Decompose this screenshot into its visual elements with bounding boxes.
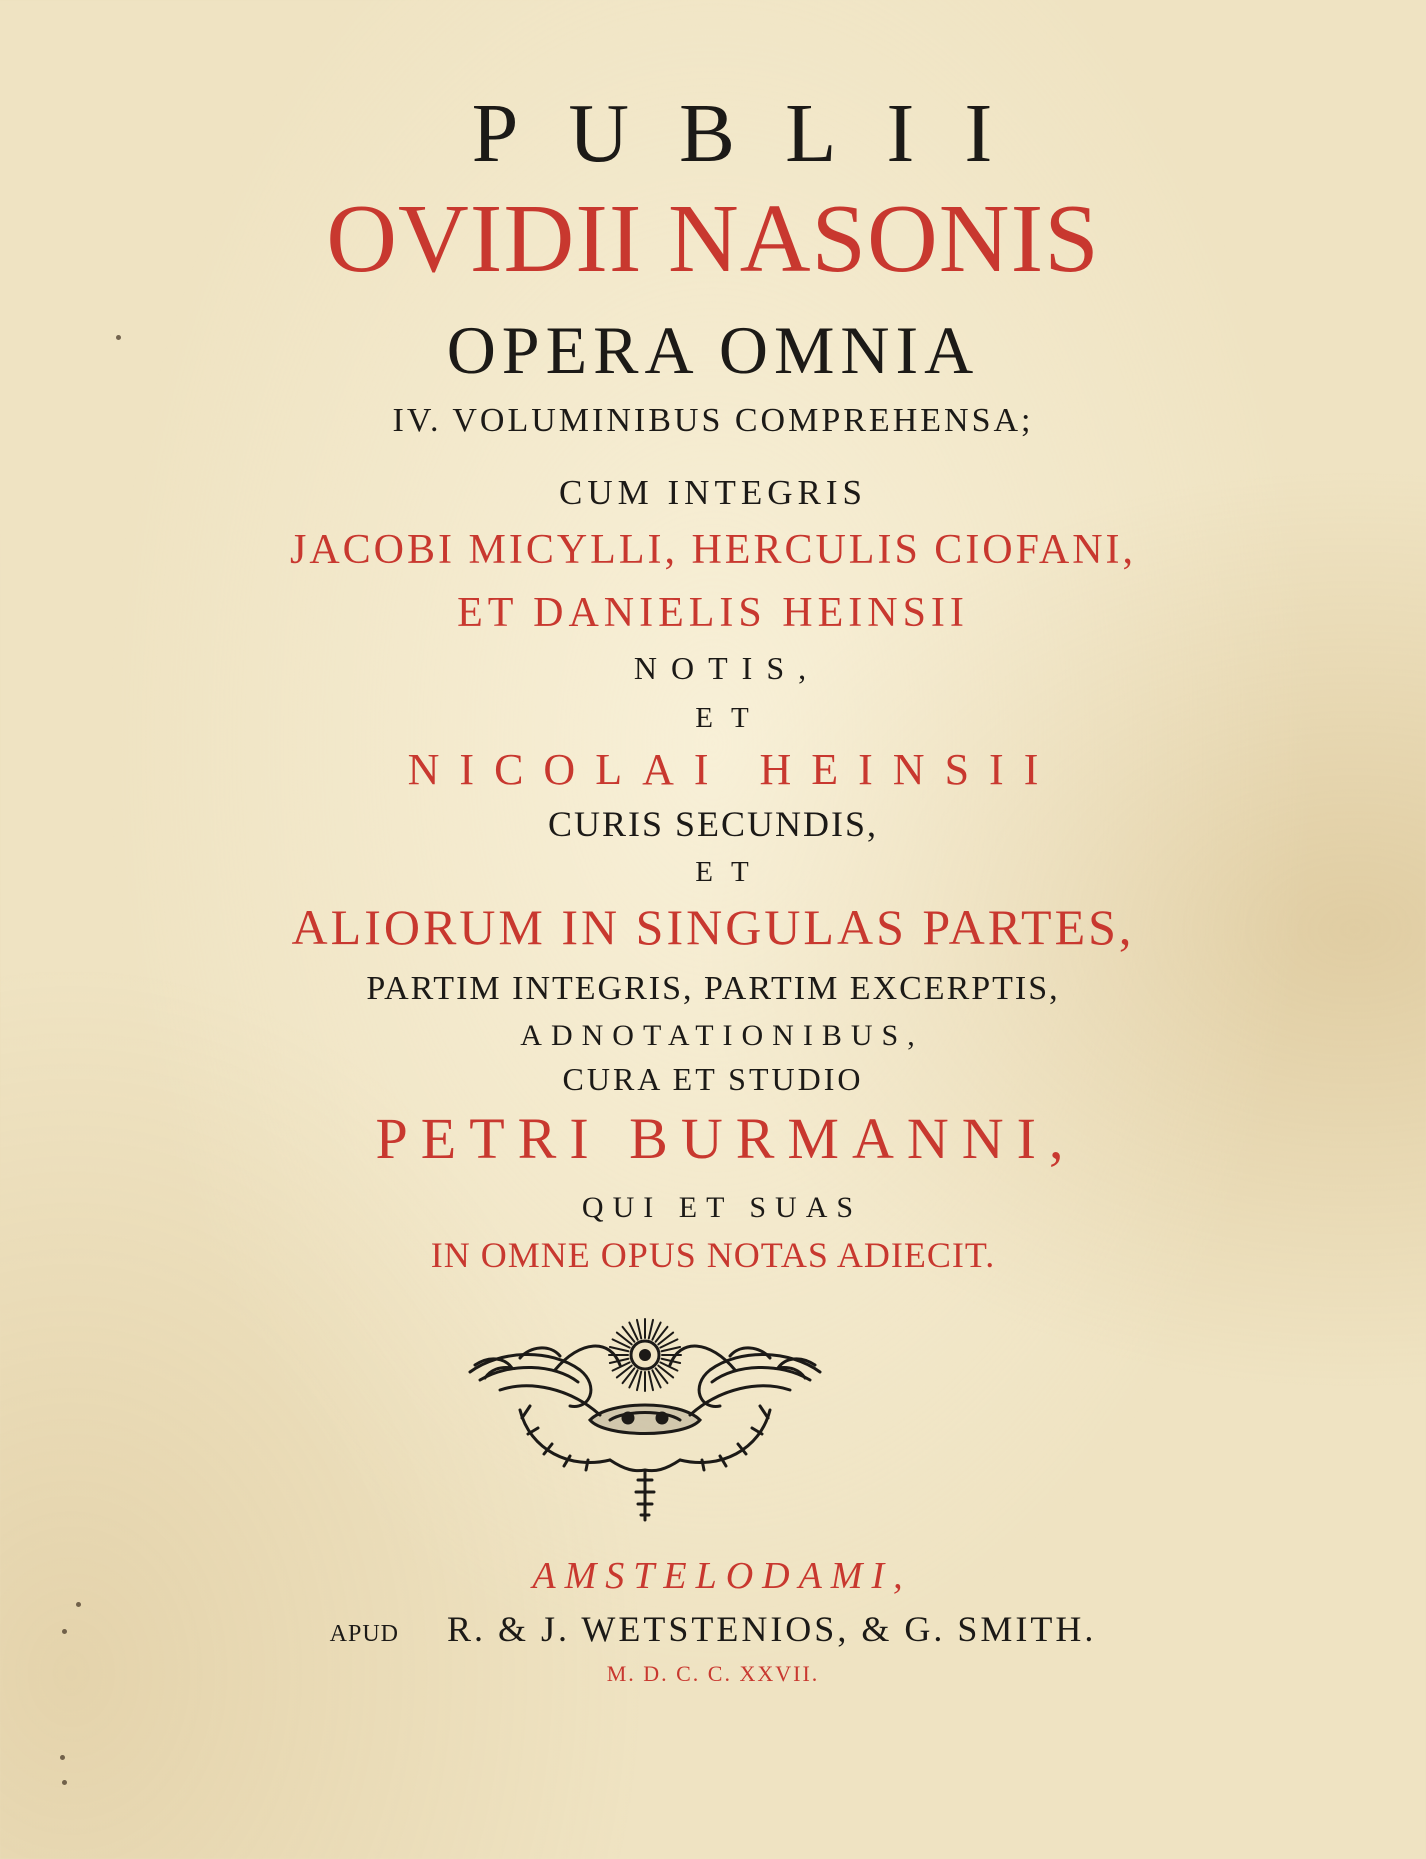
title-line-notis: NOTIS, [633, 650, 821, 686]
title-line-cum-integris: CUM INTEGRIS [559, 473, 867, 512]
imprint-apud: APUD [329, 1621, 399, 1647]
paper-speck [60, 1755, 65, 1760]
title-line-cura-et-studio: CURA ET STUDIO [562, 1061, 864, 1097]
title-line-opera-omnia: OPERA OMNIA [446, 312, 980, 388]
title-line-publii: PUBLII [471, 87, 1043, 180]
title-line-nicolai-heinsii: NICOLAI HEINSII [407, 745, 1059, 794]
paper-speck [62, 1780, 67, 1785]
imprint-year: M. D. C. C. XXVII. [606, 1661, 820, 1686]
paper-speck [76, 1602, 81, 1607]
title-line-petri-burmanni: PETRI BURMANNI, [375, 1106, 1077, 1171]
paper-speck [62, 1629, 67, 1634]
title-line-partim: PARTIM INTEGRIS, PARTIM EXCERPTIS, [366, 970, 1060, 1007]
title-line-volumes: IV. VOLUMINIBUS COMPREHENSA; [392, 402, 1034, 439]
printers-ornament-icon [460, 1310, 830, 1528]
imprint-place: AMSTELODAMI, [532, 1555, 912, 1597]
title-line-et-1: ET [695, 702, 767, 734]
title-line-qui-et-suas: QUI ET SUAS [581, 1191, 863, 1224]
imprint-publishers: R. & J. WETSTENIOS, & G. SMITH. [446, 1609, 1097, 1649]
title-line-curis-secundis: CURIS SECUNDIS, [547, 804, 879, 844]
title-line-adnotationibus: ADNOTATIONIBUS, [520, 1019, 924, 1052]
title-line-ovidii-nasonis: OVIDII NASONIS [326, 185, 1100, 293]
title-line-aliorum: ALIORUM IN SINGULAS PARTES, [291, 899, 1135, 955]
paper-speck [116, 335, 121, 340]
imprint-publishers-line [0, 1611, 1426, 1647]
title-line-et-2: ET [695, 856, 767, 888]
title-line-jacobi-micylli: JACOBI MICYLLI, HERCULIS CIOFANI, [289, 527, 1137, 573]
title-line-in-omne-opus: IN OMNE OPUS NOTAS ADIECIT. [430, 1235, 996, 1275]
title-line-et-danielis-heinsii: ET DANIELIS HEINSII [457, 590, 969, 636]
